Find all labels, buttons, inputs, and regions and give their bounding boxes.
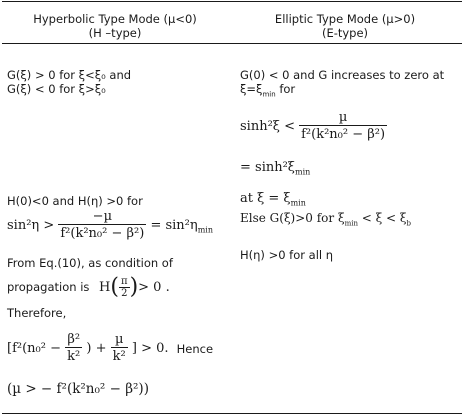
left-equation-sin: sin²η > $\frac{\text{−µ}}{\text{f²(k²n₀² − β²)}}$ = $\sin^2\eta_{min}$ bbox=[7, 209, 213, 241]
right-header bbox=[240, 12, 450, 40]
bottom-rule bbox=[2, 413, 462, 414]
right-equation-sinh-min: = $\sinh^2\xi_{min}$ bbox=[240, 160, 311, 177]
left-inequality: [f²(n₀² − $\frac{\text{β²}}{\text{k²}}$ ) + $\frac{\text{µ}}{\text{k²}}$ ] > 0. Hence bbox=[7, 332, 214, 364]
header-rule bbox=[2, 43, 462, 44]
right-equation-sinh: sinh²ξ < $\frac{\text{µ}}{\text{f²(k²n₀² − β²)}}$ bbox=[240, 110, 386, 142]
left-condition-h: H(0)<0 and H(η) >0 for bbox=[7, 194, 143, 208]
left-final-condition: (µ > − f²(k²n₀² − β²)) bbox=[7, 381, 149, 397]
top-rule bbox=[2, 1, 462, 2]
left-header-subtitle: (H –type) bbox=[88, 26, 142, 40]
right-at-condition: at $\xi = \xi_{min}$ bbox=[240, 191, 306, 208]
left-header-title: Hyperbolic Type Mode (µ<0) bbox=[33, 12, 197, 26]
right-else-condition: Else G(ξ)>0 for $\xi_{min} < \xi < \xi_b$ bbox=[240, 211, 412, 228]
right-header-subtitle: (E-type) bbox=[321, 26, 369, 40]
left-condition-g: G(ξ) > 0 for ξ<ξ₀ and G(ξ) < 0 for ξ>ξ₀ bbox=[7, 68, 132, 96]
left-header bbox=[10, 12, 220, 40]
left-therefore: Therefore, bbox=[7, 306, 67, 320]
left-propagation-text: From Eq.(10), as condition of propagation is H( $\frac{\pi}{2}$ )> 0 . bbox=[7, 256, 173, 300]
right-header-title: Elliptic Type Mode (µ>0) bbox=[274, 12, 416, 26]
right-last-condition: H(η) >0 for all η bbox=[240, 248, 334, 262]
right-condition-g: G(0) < 0 and G increases to zero at $\xi=\xi_{min}$ for bbox=[240, 68, 445, 99]
